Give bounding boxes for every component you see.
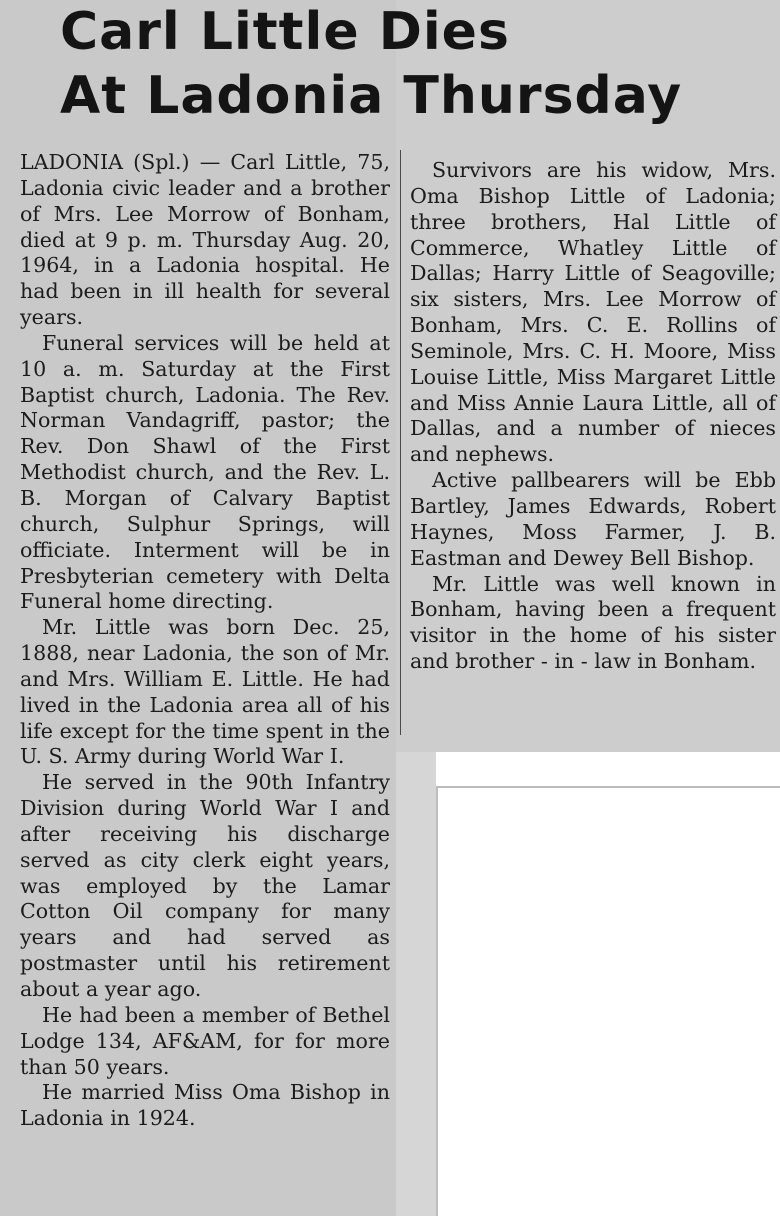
clipping-edge-strip: [396, 752, 436, 1216]
paragraph-lodge-membership: He had been a member of Bethel Lodge 134, AF&AM, for for more than 50 years.: [20, 1002, 390, 1079]
column-divider: [400, 150, 401, 735]
paragraph-funeral-services: Funeral services will be held at 10 a. m. Saturday at the First Baptist church, Ladonia. The Rev. Norman Vandagriff, pastor; the Rev. Don Shawl of the First Methodist church, and the Rev. L. B. Morgan of Calvary Baptist church, Sulphur Springs, will officiate. Interment will be in Presbyterian cemetery with Delta Funeral home directing.: [20, 330, 390, 614]
article-column-right: [410, 158, 776, 675]
headline-line-1: Carl Little Dies: [60, 2, 510, 62]
paragraph-military-career: He served in the 90th Infantry Division during World War I and after receiving his discharge served as city clerk eight years, was employed by the Lamar Cotton Oil company for many years and had served as postmaster until his retirement about a year ago.: [20, 770, 390, 1001]
blank-backing-paper: [436, 786, 780, 1216]
paragraph-marriage: He married Miss Oma Bishop in Ladonia in 1924.: [20, 1080, 390, 1131]
paragraph-lede: LADONIA (Spl.) — Carl Little, 75, Ladonia civic leader and a brother of Mrs. Lee Morrow of Bonham, died at 9 p. m. Thursday Aug. 20, 1964, in a Ladonia hospital. He had been in ill health for several years.: [20, 150, 390, 330]
paragraph-closing: Mr. Little was well known in Bonham, having been a frequent visitor in the home of his sister and brother - in - law in Bonham.: [410, 571, 776, 674]
article-column-left: [20, 150, 390, 1132]
headline-line-2: At Ladonia Thursday: [60, 66, 683, 126]
paragraph-survivors: Survivors are his widow, Mrs. Oma Bishop Little of Ladonia; three brothers, Hal Little of Commerce, Whatley Little of Dallas; Harry Little of Seagoville; six sisters, Mrs. Lee Morrow of Bonham, Mrs. C. E. Rollins of Seminole, Mrs. C. H. Moore, Miss Louise Little, Miss Margaret Little and Miss Annie Laura Little, all of Dallas, and a number of nieces and nephews.: [410, 158, 776, 467]
article-headline: [60, 0, 760, 128]
paragraph-pallbearers: Active pallbearers will be Ebb Bartley, James Edwards, Robert Haynes, Moss Farmer, J. B. Eastman and Dewey Bell Bishop.: [410, 468, 776, 570]
paragraph-biography: Mr. Little was born Dec. 25, 1888, near Ladonia, the son of Mr. and Mrs. William E. Little. He had lived in the Ladonia area all of his life except for the time spent in the U. S. Army during World War I.: [20, 615, 390, 769]
